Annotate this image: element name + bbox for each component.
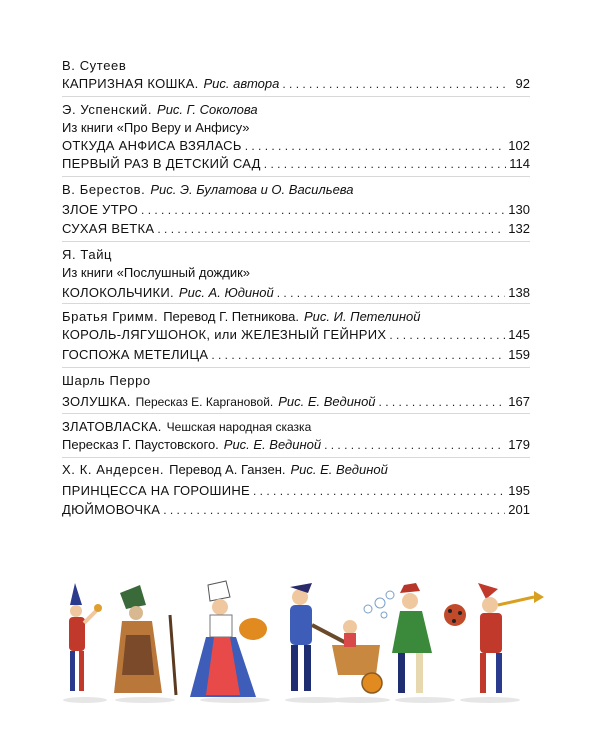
illustrator: Рис. Г. Соколова [157, 102, 258, 117]
story-title: КАПРИЗНАЯ КОШКА. [62, 76, 199, 91]
story-title: ПЕРВЫЙ РАЗ В ДЕТСКИЙ САД [62, 156, 261, 171]
story-title: ГОСПОЖА МЕТЕЛИЦА [62, 347, 209, 362]
toc-entry-head[interactable] [62, 419, 530, 435]
story-title: КОЛОКОЛЬЧИКИ. [62, 285, 174, 300]
separator [62, 413, 530, 414]
toc-book [62, 265, 530, 281]
toc-entry[interactable] [62, 347, 530, 363]
page-number: 130 [508, 202, 530, 217]
story-title: ДЮЙМОВОЧКА [62, 502, 161, 517]
separator [62, 176, 530, 177]
toc-entry[interactable] [62, 156, 530, 172]
toc-book [62, 120, 530, 136]
retelling-note: Пересказ Г. Паустовского. [62, 437, 219, 452]
leader-dots [163, 502, 505, 518]
illustrator: Рис. Е. Вединой [278, 394, 376, 409]
story-title: СУХАЯ ВЕТКА [62, 221, 155, 236]
illustrator: Рис. Е. Вединой [290, 462, 388, 477]
page-number: 92 [515, 76, 530, 91]
toc-author [62, 373, 530, 389]
toc-entry[interactable] [62, 221, 530, 237]
story-title: ОТКУДА АНФИСА ВЗЯЛАСЬ [62, 138, 242, 153]
author-name: Я. Тайц [62, 247, 113, 262]
toc-entry[interactable] [62, 327, 530, 343]
separator [62, 241, 530, 242]
author-name: Э. Успенский. [62, 102, 153, 117]
toc-entry[interactable] [62, 202, 530, 218]
toc-author [62, 58, 530, 74]
toc-entry[interactable] [62, 394, 530, 410]
author-name: В. Сутеев [62, 58, 127, 73]
leader-dots [389, 327, 505, 343]
toc-entry[interactable] [62, 437, 530, 453]
leader-dots [141, 202, 505, 218]
page-number: 195 [508, 483, 530, 498]
retelling-note: Пересказ Е. Каргановой. [135, 395, 274, 409]
leader-dots [245, 138, 506, 154]
page-number: 102 [508, 138, 530, 153]
leader-dots [324, 437, 505, 453]
page-number: 159 [508, 347, 530, 362]
story-title: КОРОЛЬ-ЛЯГУШОНОК, или ЖЕЛЕЗНЫЙ ГЕЙНРИХ [62, 327, 387, 342]
translator: Перевод А. Ганзен. [169, 462, 286, 477]
toc-author [62, 462, 530, 478]
toc-entry[interactable] [62, 502, 530, 518]
leader-dots [379, 394, 506, 410]
toc-entry[interactable] [62, 483, 530, 499]
leader-dots [264, 156, 506, 172]
story-title: ЗЛОЕ УТРО [62, 202, 139, 217]
toc-entry[interactable] [62, 138, 530, 154]
illustrator: Рис. Э. Булатова и О. Васильева [150, 182, 354, 197]
book-title: Из книги «Послушный дождик» [62, 265, 251, 280]
fairy-tale-characters-frieze-icon [50, 575, 550, 705]
separator [62, 303, 530, 304]
figure-trumpeter-icon [478, 583, 544, 693]
toc-entry[interactable] [62, 285, 530, 301]
page-number: 167 [508, 394, 530, 409]
story-title: ЗЛАТОВЛАСКА. [62, 419, 162, 434]
toc-author [62, 102, 530, 118]
leader-dots [277, 285, 506, 301]
leader-dots [253, 483, 505, 499]
separator [62, 96, 530, 97]
page-number: 145 [508, 327, 530, 342]
illustrator: Рис. Е. Вединой [223, 437, 322, 452]
page-number: 201 [508, 502, 530, 517]
author-name: Братья Гримм. [62, 309, 159, 324]
figure-witch-icon [114, 585, 176, 695]
story-title: ЗОЛУШКА. [62, 394, 131, 409]
author-name: Х. К. Андерсен. [62, 462, 165, 477]
illustrator: Рис. А. Юдиной [178, 285, 274, 300]
author-name: В. Берестов. [62, 182, 146, 197]
illustrator: Рис. автора [203, 76, 280, 91]
toc-entry[interactable] [62, 76, 530, 92]
translator: Перевод Г. Петникова. [163, 309, 300, 324]
leader-dots [282, 76, 507, 92]
tale-origin-note: Чешская народная сказка [166, 420, 312, 434]
illustrator: Рис. И. Петелиной [304, 309, 421, 324]
leader-dots [211, 347, 505, 363]
toc-author [62, 182, 530, 198]
book-title: Из книги «Про Веру и Анфису» [62, 120, 250, 135]
page-number: 138 [508, 285, 530, 300]
figure-jester-icon [69, 583, 102, 691]
separator [62, 457, 530, 458]
page-number: 114 [509, 156, 530, 171]
figure-juggler-icon [392, 583, 466, 693]
leader-dots [157, 221, 505, 237]
story-title: ПРИНЦЕССА НА ГОРОШИНЕ [62, 483, 251, 498]
page-number: 132 [508, 221, 530, 236]
page-number: 179 [508, 437, 530, 452]
separator [62, 367, 530, 368]
author-name: Шарль Перро [62, 373, 151, 388]
figure-woman-basket-icon [190, 581, 267, 697]
toc-author [62, 309, 530, 325]
toc-author [62, 247, 530, 263]
figure-wheelbarrow-icon [290, 583, 394, 693]
